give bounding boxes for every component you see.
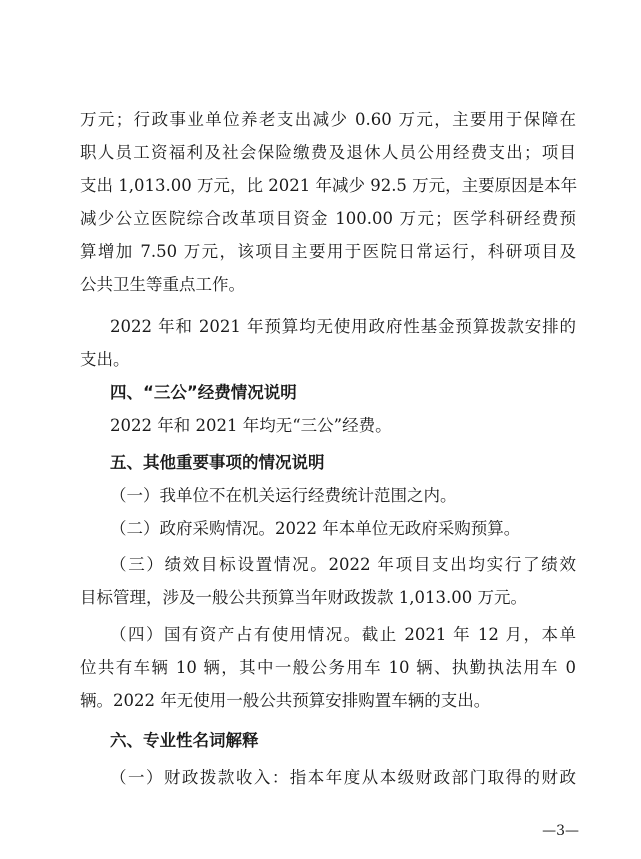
page-number: —3— [542,823,579,839]
section-heading-six: 六、专业性名词解释 [110,731,259,750]
section-five-item-3-line: 目标管理，涉及一般公共预算当年财政拨款 1,013.00 万元。 [80,588,527,607]
section-heading-five: 五、其他重要事项的情况说明 [110,453,325,472]
section-six-item-1-line: （一）财政拨款收入：指本年度从本级财政部门取得的财政 [110,768,576,787]
section-five-item-4-line: 位共有车辆 10 辆，其中一般公务用车 10 辆、执勤执法用车 0 [80,658,576,677]
text-line: 支出。 [80,350,130,369]
text-line: 减少公立医院综合改革项目资金 100.00 万元；医学科研经费预 [80,209,576,228]
section-five-item-2: （二）政府采购情况。2022 年本单位无政府采购预算。 [110,519,521,538]
section-five-item-3-line: （三）绩效目标设置情况。2022 年项目支出均实行了绩效 [110,555,576,574]
text-line: 万元；行政事业单位养老支出减少 0.60 万元，主要用于保障在 [80,110,576,129]
text-line: 支出 1,013.00 万元，比 2021 年减少 92.5 万元，主要原因是本年 [80,176,578,195]
section-heading-four: 四、“三公”经费情况说明 [110,383,297,402]
text-line: 公共卫生等重点工作。 [80,275,245,294]
section-five-item-1: （一）我单位不在机关运行经费统计范围之内。 [110,486,457,505]
text-line: 职人员工资福利及社会保险缴费及退休人员公用经费支出；项目 [80,143,576,162]
text-line: 2022 年和 2021 年预算均无使用政府性基金预算拨款安排的 [110,317,576,336]
section-five-item-4-line: （四）国有资产占有使用情况。截止 2021 年 12 月，本单 [110,625,576,644]
section-four-body: 2022 年和 2021 年均无“三公”经费。 [110,416,392,435]
section-five-item-4-line: 辆。2022 年无使用一般公共预算安排购置车辆的支出。 [80,691,491,710]
text-line: 算增加 7.50 万元，该项目主要用于医院日常运行，科研项目及 [80,242,576,261]
